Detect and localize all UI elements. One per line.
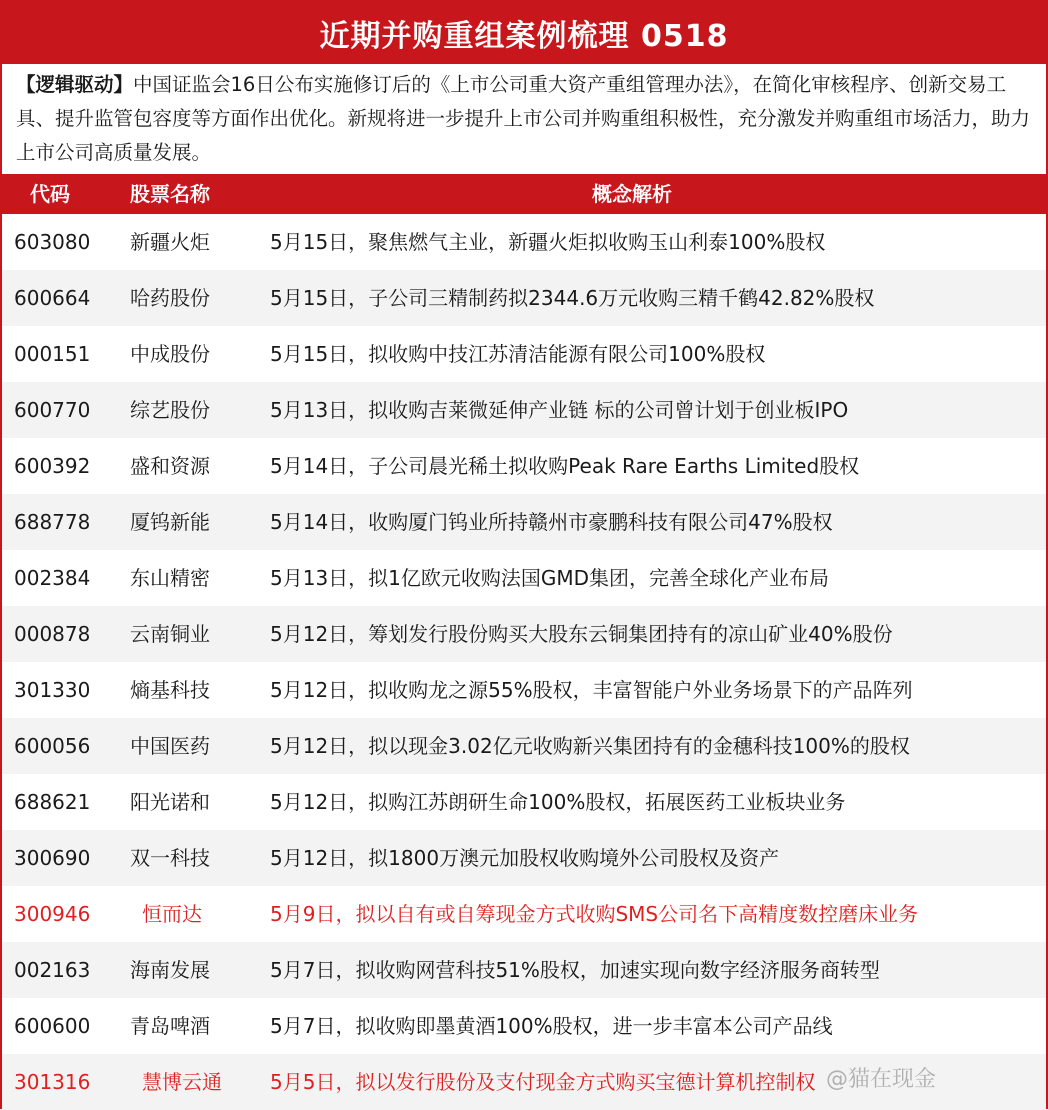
table-row [2,830,1046,886]
table-row [2,886,1046,942]
intro-text: 中国证监会16日公布实施修订后的《上市公司重大资产重组管理办法》，在简化审核程序、创新交易工具、提升监管包容度等方面作出优化。新规将进一步提升上市公司并购重组积极性，充分激发并购重组市场活力，助力上市公司高质量发展。 [16,73,1031,164]
stock-name: 新疆火炬 [130,230,210,254]
stock-name: 恒而达 [142,902,202,926]
table-row [2,718,1046,774]
stock-code: 688778 [14,510,91,534]
concept-description: 5月15日，聚焦燃气主业，新疆火炬拟收购玉山利泰100%股权 [270,230,826,254]
stock-code: 600770 [14,398,91,422]
concept-description: 5月12日，拟以现金3.02亿元收购新兴集团持有的金穗科技100%的股权 [270,734,910,758]
stock-code: 688621 [14,790,91,814]
table-body [2,214,1046,1110]
concept-description: 5月7日，拟收购即墨黄酒100%股权，进一步丰富本公司产品线 [270,1014,833,1038]
header-code: 代码 [30,182,70,206]
stock-name: 云南铜业 [130,622,210,646]
table-row [2,606,1046,662]
concept-description: 5月9日，拟以自有或自筹现金方式收购SMS公司名下高精度数控磨床业务 [270,902,919,926]
stock-code: 002163 [14,958,91,982]
table-row [2,998,1046,1054]
stock-name: 盛和资源 [130,454,210,478]
stock-code: 301330 [14,678,91,702]
concept-description: 5月14日，收购厦门钨业所持赣州市豪鹏科技有限公司47%股权 [270,510,833,534]
table-row [2,550,1046,606]
stock-code: 002384 [14,566,91,590]
stock-code: 000878 [14,622,91,646]
watermark: @猫在现金 [825,1067,936,1092]
concept-description: 5月5日，拟以发行股份及支付现金方式购买宝德计算机控制权 [270,1070,816,1094]
concept-description: 5月13日，拟1亿欧元收购法国GMD集团，完善全球化产业布局 [270,566,830,590]
concept-description: 5月14日，子公司晨光稀土拟收购Peak Rare Earths Limited股权 [270,454,860,478]
intro-paragraph [16,68,1040,174]
table-row [2,494,1046,550]
concept-description: 5月13日，拟收购吉莱微延伸产业链 标的公司曾计划于创业板IPO [270,398,849,422]
stock-name: 青岛啤酒 [130,1014,210,1038]
stock-name: 熵基科技 [130,678,210,702]
table-row [2,382,1046,438]
table-header [2,174,1046,214]
stock-code: 600600 [14,1014,91,1038]
stock-code: 300690 [14,846,91,870]
title-bar [2,2,1046,64]
stock-code: 300946 [14,902,91,926]
stock-name: 综艺股份 [130,398,210,422]
stock-name: 哈药股份 [130,286,210,310]
table-row [2,942,1046,998]
stock-name: 海南发展 [130,958,210,982]
stock-code: 600056 [14,734,91,758]
stock-name: 慧博云通 [142,1070,222,1094]
concept-description: 5月12日，拟收购龙之源55%股权，丰富智能户外业务场景下的产品阵列 [270,678,913,702]
concept-description: 5月12日，拟1800万澳元加股权收购境外公司股权及资产 [270,846,780,870]
concept-description: 5月15日，拟收购中技江苏清洁能源有限公司100%股权 [270,342,766,366]
stock-name: 厦钨新能 [130,510,210,534]
table-row [2,214,1046,270]
concept-description: 5月12日，筹划发行股份购买大股东云铜集团持有的凉山矿业40%股份 [270,622,893,646]
table-row [2,438,1046,494]
stock-name: 中国医药 [130,734,210,758]
table-row [2,270,1046,326]
page-title: 近期并购重组案例梳理 0518 [319,19,729,54]
stock-name: 阳光诺和 [130,790,210,814]
table-row [2,774,1046,830]
concept-description: 5月12日，拟购江苏朗研生命100%股权，拓展医药工业板块业务 [270,790,846,814]
stock-code: 600392 [14,454,91,478]
stock-name: 中成股份 [130,342,210,366]
concept-description: 5月15日，子公司三精制药拟2344.6万元收购三精千鹤42.82%股权 [270,286,875,310]
header-desc: 概念解析 [592,182,672,206]
stock-name: 东山精密 [130,566,210,590]
stock-name: 双一科技 [130,846,210,870]
table-row [2,326,1046,382]
stock-code: 301316 [14,1070,91,1094]
stock-code: 600664 [14,286,91,310]
stock-code: 000151 [14,342,91,366]
stock-code: 603080 [14,230,91,254]
header-name: 股票名称 [130,182,210,206]
concept-description: 5月7日，拟收购网营科技51%股权，加速实现向数字经济服务商转型 [270,958,880,982]
intro-tag: 【逻辑驱动】 [16,73,134,96]
table-row [2,662,1046,718]
